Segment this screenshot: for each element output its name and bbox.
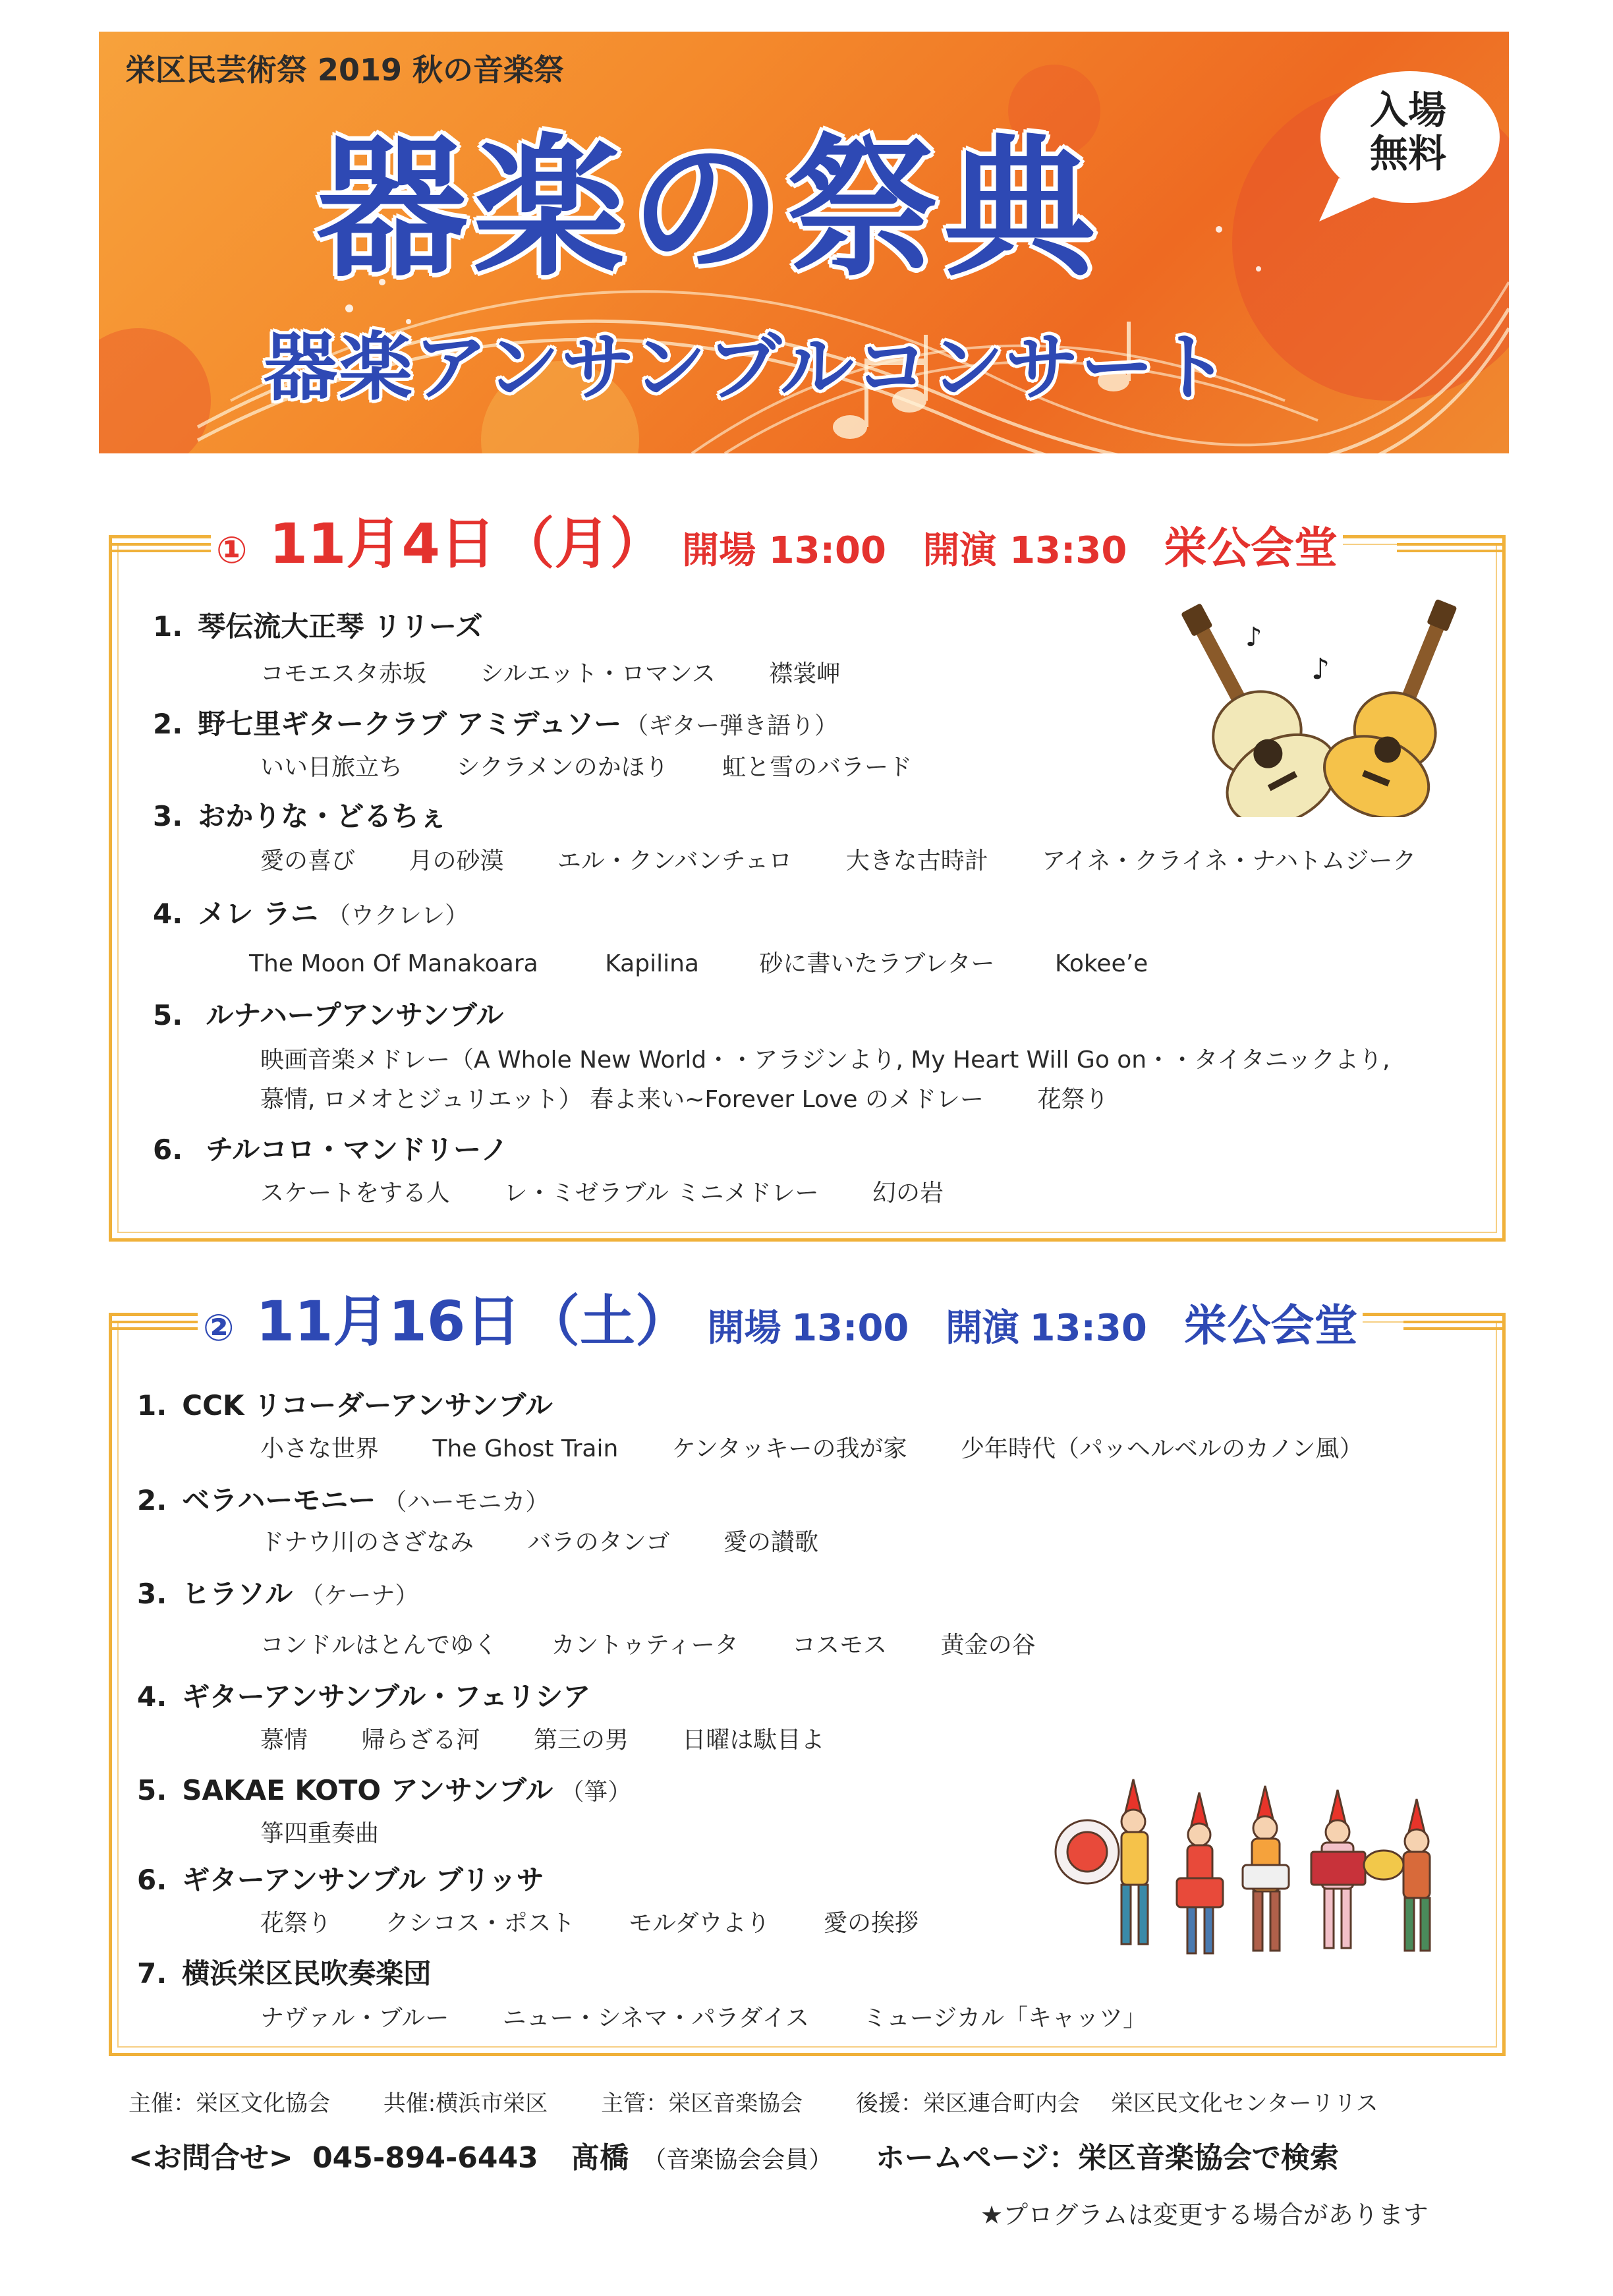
song-title: 帰らざる河: [361, 1727, 480, 1754]
performer-note: （ウクレレ）: [327, 902, 469, 929]
song-title: いい日旅立ち: [260, 754, 403, 781]
song-title: 映画音楽メドレー（A Whole New World・・アラジンより, My Heart Will Go on・・タイタニックより,: [260, 1047, 1390, 1074]
badge-line2: 無料: [1369, 131, 1446, 176]
concert1-date: 11月4日: [269, 511, 495, 576]
concert2-marker: ②: [203, 1307, 235, 1350]
song-title: バラのタンゴ: [527, 1529, 670, 1556]
song-title: Kokee’e: [1055, 950, 1148, 977]
song-title: 襟裳岬: [769, 660, 841, 687]
concert2-item-6: [137, 1858, 544, 1898]
item-number: 2.: [137, 1484, 167, 1516]
concert1-item-5-songs-line2: [260, 1081, 1108, 1114]
concert2-item-2: [137, 1479, 549, 1518]
concert1-heading-wing-right: [1397, 543, 1506, 552]
song-title: アイネ・クライネ・ナハトムジーク: [1042, 847, 1417, 875]
main-title: 器楽の祭典: [316, 121, 1101, 297]
song-title: Kapilina: [605, 950, 699, 977]
sub-title: 器楽アンサンブルコンサート: [264, 325, 1231, 411]
performer-name: ルナハープアンサンブル: [206, 999, 504, 1031]
contact-label: <お問合せ>: [128, 2141, 293, 2175]
concert1-item-3-songs: [260, 842, 1416, 876]
concert2-item-3-songs: [260, 1626, 1036, 1660]
item-number: 5.: [137, 1774, 167, 1806]
concert1-heading: [211, 507, 1343, 580]
organizer-support-2: 栄区民文化センターリリス: [1110, 2090, 1378, 2117]
song-title: 少年時代（パッヘルベルのカノン風）: [960, 1435, 1363, 1462]
item-number: 2.: [153, 708, 183, 740]
concert2-item-1: [137, 1384, 553, 1423]
concert1-item-4-songs: [249, 945, 1148, 979]
guitars-illustration: [1179, 593, 1469, 817]
song-title: モルダウより: [628, 1910, 770, 1937]
song-title: 日曜は駄目よ: [682, 1727, 825, 1754]
badge-line1: 入場: [1369, 88, 1446, 132]
marching-band-illustration: [1048, 1766, 1469, 1970]
performer-name: ギターアンサンブル・フェリシア: [182, 1680, 591, 1713]
song-title: クシコス・ポスト: [385, 1910, 575, 1937]
song-title: コモエスタ赤坂: [260, 660, 427, 687]
concert1-item-2: [153, 703, 838, 742]
song-title: 箏四重奏曲: [260, 1820, 380, 1847]
performer-name: チルコロ・マンドリーノ: [206, 1134, 509, 1166]
song-title: 第三の男: [533, 1727, 629, 1754]
song-title: レ・ミゼラブル ミニメドレー: [503, 1180, 819, 1207]
concert1-item-6: [153, 1128, 508, 1168]
concert2-weekday: （土）: [524, 1289, 691, 1354]
concert2-item-4-songs: [260, 1721, 824, 1755]
song-title: ナヴァル・ブルー: [260, 2005, 449, 2032]
song-title: 虹と雪のバラード: [722, 754, 913, 781]
song-title: 慕情: [260, 1727, 308, 1754]
song-title: シルエット・ロマンス: [480, 660, 716, 687]
song-title: ミュージカル「キャッツ」: [863, 2005, 1147, 2032]
song-title: カントゥティータ: [551, 1632, 739, 1659]
organizers-line: [128, 2085, 1378, 2117]
concert1-item-1-songs: [260, 655, 840, 689]
song-title: 慕情, ロメオとジュリエット） 春よ来い~Forever Love のメドレー: [260, 1086, 984, 1113]
contact-line: [128, 2134, 1339, 2176]
song-title: ニュー・シネマ・パラダイス: [502, 2005, 810, 2032]
contact-name: 髙橋: [571, 2141, 629, 2175]
item-number: 5.: [153, 999, 183, 1031]
free-admission-text: [1313, 88, 1504, 175]
concert2-heading: [198, 1285, 1363, 1358]
performer-name: ヒラソル: [182, 1578, 293, 1610]
performer-name: ギターアンサンブル ブリッサ: [182, 1864, 544, 1896]
header-banner: [99, 32, 1509, 453]
performer-note: （ギター弾き語り）: [625, 712, 838, 739]
concert1-weekday: （月）: [499, 511, 665, 576]
concert2-heading-wing-left: [109, 1321, 204, 1330]
contact-phone: 045-894-6443: [312, 2141, 538, 2175]
performer-name: CCK リコーダーアンサンブル: [182, 1389, 553, 1421]
concert1-start-time: 13:30: [1009, 529, 1127, 572]
organizer-support: 後援：栄区連合町内会: [855, 2090, 1080, 2117]
concert2-item-1-songs: [260, 1430, 1363, 1464]
song-title: スケートをする人: [260, 1180, 451, 1207]
concert2-heading-wing-right: [1403, 1321, 1506, 1330]
item-number: 7.: [137, 1957, 167, 1990]
homepage-link[interactable]: ホームページ：栄区音楽協会で検索: [875, 2141, 1339, 2175]
concert1-open-label: 開場: [682, 529, 756, 572]
performer-note: （ハーモニカ）: [383, 1489, 550, 1516]
concert2-start-time: 13:30: [1029, 1307, 1147, 1350]
item-number: 3.: [137, 1578, 167, 1610]
item-number: 6.: [153, 1134, 183, 1166]
performer-note: （ケーナ）: [300, 1582, 419, 1609]
song-title: 黄金の谷: [940, 1632, 1036, 1659]
concert1-open-time: 13:00: [768, 529, 886, 572]
organizer-cohost: 共催:横浜市栄区: [383, 2090, 548, 2117]
concert1-item-5-songs-line1: [260, 1041, 1390, 1075]
song-title: 大きな古時計: [845, 847, 988, 875]
song-title: エル・クンバンチェロ: [557, 847, 793, 875]
performer-name: 琴伝流大正琴 リリーズ: [198, 610, 483, 643]
concert1-item-3: [153, 795, 447, 834]
song-title: The Ghost Train: [432, 1435, 619, 1462]
concert1-start-label: 開演: [922, 529, 997, 572]
song-title: ケンタッキーの我が家: [671, 1435, 907, 1462]
organizer-host: 主催：栄区文化協会: [128, 2090, 330, 2117]
song-title: 砂に書いたラブレター: [759, 950, 995, 977]
program-change-notice: ★プログラムは変更する場合があります: [980, 2200, 1429, 2229]
item-number: 4.: [153, 898, 183, 930]
concert1-item-6-songs: [260, 1174, 944, 1208]
concert2-date: 11月16日: [256, 1289, 521, 1354]
performer-name: 野七里ギタークラブ アミデュソー: [198, 708, 622, 740]
song-title: 花祭り: [1037, 1086, 1109, 1113]
song-title: The Moon Of Manakoara: [249, 950, 538, 977]
svg-text:♪: ♪: [1245, 622, 1262, 652]
song-title: 小さな世界: [260, 1435, 380, 1462]
item-number: 3.: [153, 800, 183, 832]
song-title: コスモス: [792, 1632, 888, 1659]
concert1-marker: ①: [216, 529, 248, 572]
item-number: 6.: [137, 1864, 167, 1896]
song-title: シクラメンのかほり: [456, 754, 669, 781]
concert1-venue: 栄公会堂: [1163, 523, 1338, 573]
song-title: 花祭り: [260, 1910, 332, 1937]
concert2-item-6-songs: [260, 1905, 919, 1938]
free-admission-badge: [1313, 66, 1504, 223]
svg-text:♪: ♪: [1311, 652, 1330, 686]
concert2-item-3: [137, 1572, 418, 1612]
performer-name: ベラハーモニー: [182, 1484, 376, 1516]
concert2-venue: 栄公会堂: [1183, 1300, 1358, 1351]
concert1-item-1: [153, 605, 483, 645]
performer-name: SAKAE KOTO アンサンブル: [182, 1774, 553, 1806]
concert2-item-7-songs: [260, 1999, 1146, 2033]
performer-note: （箏）: [560, 1779, 632, 1806]
organizer-manager: 主管：栄区音楽協会: [601, 2090, 803, 2117]
song-title: コンドルはとんでゆく: [260, 1632, 498, 1659]
concert2-start-label: 開演: [945, 1307, 1019, 1350]
item-number: 1.: [137, 1389, 167, 1421]
performer-name: おかりな・どるちぇ: [198, 800, 447, 832]
contact-role: （音楽協会会員）: [642, 2146, 833, 2173]
festival-label: 栄区民芸術祭 2019 秋の音楽祭: [125, 52, 565, 88]
item-number: 1.: [153, 610, 183, 643]
concert1-item-5: [153, 994, 503, 1033]
concert1-item-4: [153, 892, 468, 932]
performer-name: 横浜栄区民吹奏楽団: [182, 1957, 432, 1990]
song-title: 幻の岩: [872, 1180, 944, 1207]
concert2-item-5-songs: [260, 1815, 379, 1849]
concert2-item-5: [137, 1769, 631, 1808]
concert2-item-7: [137, 1952, 431, 1992]
concert1-item-2-songs: [260, 749, 912, 782]
concert2-open-label: 開場: [707, 1307, 781, 1350]
concert1-heading-wing-left: [109, 543, 214, 552]
concert2-item-4: [137, 1675, 590, 1715]
concert2-item-2-songs: [260, 1524, 818, 1557]
concert2-open-time: 13:00: [791, 1307, 909, 1350]
song-title: 愛の喜び: [260, 847, 356, 875]
item-number: 4.: [137, 1680, 167, 1713]
performer-name: メレ ラニ: [198, 898, 318, 930]
song-title: 月の砂漠: [409, 847, 504, 875]
song-title: 愛の讃歌: [723, 1529, 818, 1556]
song-title: ドナウ川のさざなみ: [260, 1529, 474, 1556]
song-title: 愛の挨拶: [823, 1910, 919, 1937]
